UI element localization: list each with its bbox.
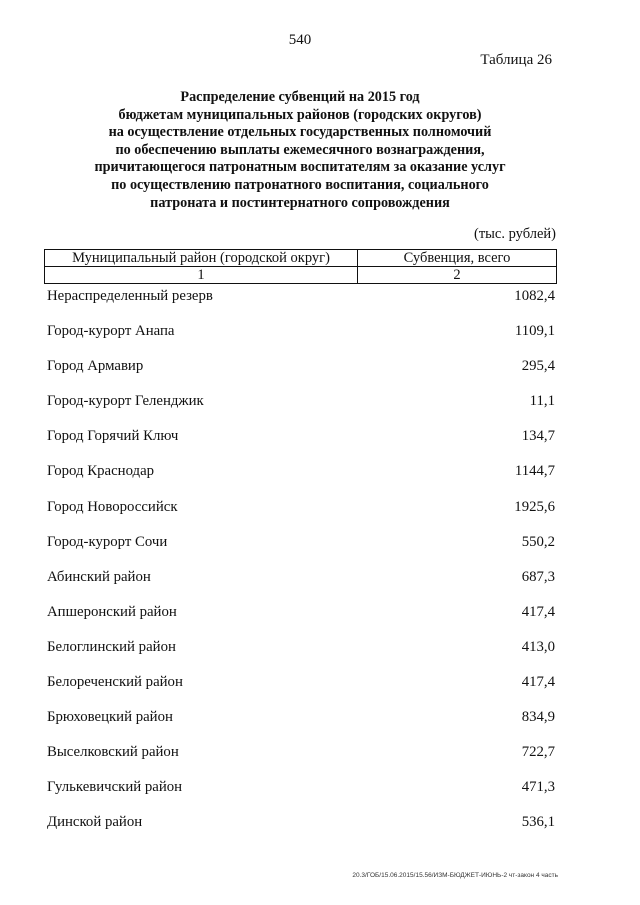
table-row bbox=[47, 426, 557, 461]
row-subvention-value: 1144,7 bbox=[514, 463, 555, 480]
table-row bbox=[47, 391, 557, 426]
row-municipality-name: Город Горячий Ключ bbox=[47, 428, 179, 445]
title-line: причитающегося патронатным воспитателям за оказание услуг bbox=[94, 159, 506, 176]
title-line: бюджетам муниципальных районов (городских округов) bbox=[118, 106, 482, 123]
document-title bbox=[60, 89, 540, 212]
row-subvention-value: 1109,1 bbox=[514, 323, 555, 340]
row-municipality-name: Город-курорт Сочи bbox=[47, 533, 168, 550]
row-subvention-value: 134,7 bbox=[521, 428, 555, 445]
title-line: по осуществлению патронатного воспитания, социального bbox=[111, 176, 489, 193]
table-row bbox=[47, 602, 557, 637]
row-subvention-value: 550,2 bbox=[521, 533, 555, 550]
row-municipality-name: Город-курорт Геленджик bbox=[47, 393, 204, 410]
column-number-row bbox=[45, 267, 557, 284]
table-row bbox=[47, 461, 557, 496]
row-municipality-name: Нераспределенный резерв bbox=[47, 288, 213, 304]
row-subvention-value: 1082,4 bbox=[514, 288, 555, 304]
row-subvention-value: 295,4 bbox=[521, 358, 555, 375]
title-line: на осуществление отдельных государственных полномочий bbox=[108, 124, 492, 141]
row-subvention-value: 536,1 bbox=[521, 814, 555, 831]
header-municipality: Муниципальный район (городской округ) bbox=[45, 250, 358, 267]
row-subvention-value: 417,4 bbox=[521, 674, 555, 691]
table-row bbox=[47, 286, 557, 321]
table-label: Таблица 26 bbox=[480, 52, 552, 68]
row-municipality-name: Гулькевичский район bbox=[47, 779, 183, 796]
table-row bbox=[47, 497, 557, 532]
row-subvention-value: 834,9 bbox=[521, 709, 555, 726]
table-row bbox=[47, 567, 557, 602]
row-subvention-value: 687,3 bbox=[521, 568, 555, 585]
row-subvention-value: 722,7 bbox=[521, 744, 555, 761]
table-header bbox=[44, 249, 557, 284]
row-municipality-name: Брюховецкий район bbox=[47, 709, 173, 726]
column-number-1: 1 bbox=[45, 267, 358, 284]
table-row bbox=[47, 637, 557, 672]
title-line: патроната и постинтернатного сопровождения bbox=[150, 194, 450, 211]
table-row bbox=[47, 707, 557, 742]
row-municipality-name: Белоглинский район bbox=[47, 638, 176, 655]
units-label: (тыс. рублей) bbox=[474, 226, 556, 242]
footer-code: 20.3/ГОБ/15.06.2015/15.56/ИЗМ-БЮДЖЕТ-ИЮНЬ-2 чт-закон 4 часть bbox=[352, 872, 558, 879]
title-line: по обеспечению выплаты ежемесячного вознаграждения, bbox=[115, 141, 485, 158]
row-subvention-value: 1925,6 bbox=[514, 498, 555, 515]
table-row bbox=[47, 812, 557, 847]
title-line: Распределение субвенций на 2015 год bbox=[180, 89, 420, 105]
table-row bbox=[47, 742, 557, 777]
row-municipality-name: Город Краснодар bbox=[47, 463, 155, 480]
row-subvention-value: 471,3 bbox=[521, 779, 555, 796]
row-subvention-value: 413,0 bbox=[521, 638, 555, 655]
table-row bbox=[47, 777, 557, 812]
table-body bbox=[47, 286, 557, 848]
row-municipality-name: Динской район bbox=[47, 814, 143, 831]
row-municipality-name: Город-курорт Анапа bbox=[47, 323, 175, 340]
row-municipality-name: Белореченский район bbox=[47, 674, 183, 691]
row-municipality-name: Город Армавир bbox=[47, 358, 144, 375]
page-number: 540 bbox=[288, 32, 312, 48]
row-municipality-name: Абинский район bbox=[47, 568, 151, 585]
table-row bbox=[47, 321, 557, 356]
row-subvention-value: 417,4 bbox=[521, 603, 555, 620]
table-row bbox=[47, 532, 557, 567]
table-row bbox=[47, 672, 557, 707]
header-row bbox=[45, 250, 557, 267]
row-subvention-value: 11,1 bbox=[529, 393, 555, 410]
table-row bbox=[47, 356, 557, 391]
row-municipality-name: Выселковский район bbox=[47, 744, 179, 761]
row-municipality-name: Апшеронский район bbox=[47, 603, 177, 620]
column-number-2: 2 bbox=[358, 267, 557, 284]
row-municipality-name: Город Новороссийск bbox=[47, 498, 178, 515]
header-subvention: Субвенция, всего bbox=[358, 250, 557, 267]
